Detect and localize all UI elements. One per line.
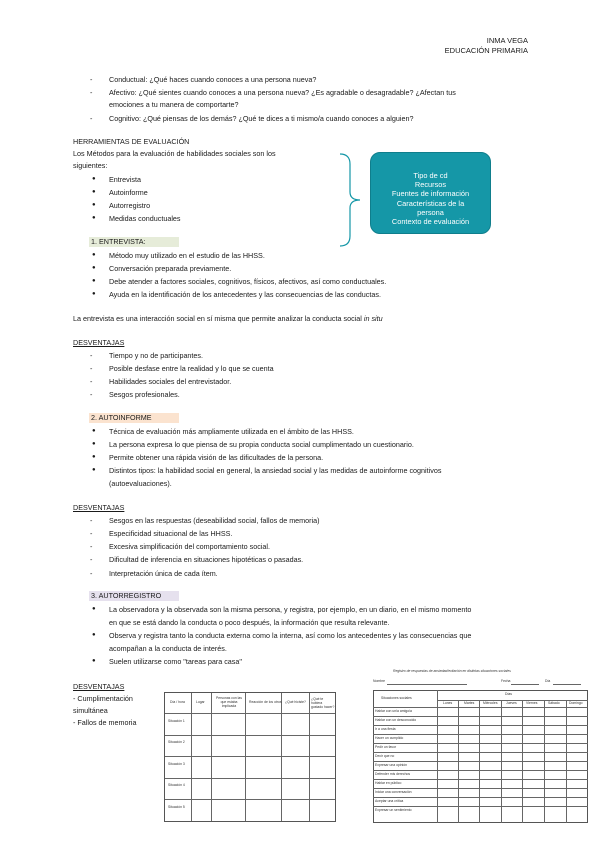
- curly-brace-icon: [338, 152, 362, 248]
- table-row: Situación 1: [168, 719, 185, 723]
- list-item: Sesgos profesionales.: [109, 390, 180, 399]
- table-row: Expresar un sentimiento: [375, 808, 412, 812]
- entrevista-note: [73, 315, 383, 322]
- table-rule: [165, 778, 335, 779]
- bullet-icon: ●: [92, 176, 96, 182]
- table-rule: [501, 700, 502, 823]
- day-header: Viernes: [526, 701, 538, 705]
- top-item-cognitivo: Cognitivo: ¿Qué piensas de los demás? ¿Qué te dices a ti mismo/a cuando conoces a alguien?: [109, 114, 414, 123]
- day-header: Miércoles: [483, 701, 498, 705]
- bullet-icon: ●: [92, 215, 96, 221]
- table-row: Hablar con un/a amigo/a: [375, 709, 412, 713]
- table-row: Decir que no: [375, 754, 395, 758]
- list-item: - Fallos de memoria: [73, 718, 137, 727]
- header-subject: EDUCACIÓN PRIMARIA: [444, 46, 528, 55]
- list-item: - Cumplimentación: [73, 694, 133, 703]
- list-item: Sesgos en las respuestas (deseabilidad social, fallos de memoria): [109, 516, 320, 525]
- desventajas-title: DESVENTAJAS: [73, 682, 125, 691]
- list-item: Especificidad situacional de las HHSS.: [109, 529, 233, 538]
- table-rule: [191, 693, 192, 821]
- table-row: Hacer un cumplido: [375, 736, 404, 740]
- bubble-line: Tipo de cd: [413, 171, 448, 180]
- anxiety-register-table: [373, 670, 588, 824]
- bullet-icon: ●: [92, 428, 96, 434]
- table-row: Iniciar una conversación: [375, 790, 412, 794]
- dash-marker: -: [90, 75, 93, 84]
- table-row: Defender mis derechos: [375, 772, 411, 776]
- table-rule: [211, 693, 212, 821]
- table-row: Situación 2: [168, 740, 185, 744]
- list-item: Dificultad de inferencia en situaciones hipotéticas o pasadas.: [109, 555, 304, 564]
- list-item: La persona expresa lo que piensa de su propia conducta social cumplimentado un cuestionario.: [109, 440, 414, 449]
- bullet-icon: ●: [92, 278, 96, 284]
- list-item: simultánea: [73, 706, 108, 715]
- table-rule: [544, 700, 545, 823]
- section-heading-autorregistro: 3. AUTORREGISTRO: [89, 591, 179, 601]
- bubble-line: Recursos: [414, 180, 447, 190]
- bubble-line: Características de la: [396, 198, 465, 208]
- table-rule: [522, 700, 523, 823]
- bullet-icon: ●: [92, 441, 96, 447]
- dash-marker: -: [90, 377, 93, 386]
- list-item: Interpretación única de cada ítem.: [109, 569, 218, 578]
- table-header: Personas con las que estaba implicada: [215, 696, 242, 708]
- table-header: Reacción de los otros: [249, 700, 282, 704]
- table-rule: [309, 693, 310, 821]
- list-item: Autorregistro: [109, 201, 151, 210]
- list-item: Debe atender a factores sociales, cognitivos, físicos, afectivos, así como conductuales.: [109, 277, 387, 286]
- table-rule: [281, 693, 282, 821]
- table-rule: [165, 735, 335, 736]
- list-item: Tiempo y no de participantes.: [109, 351, 204, 360]
- table-rule: [165, 756, 335, 757]
- day-header: Jueves: [506, 701, 517, 705]
- section-title-herramientas: HERRAMIENTAS DE EVALUACIÓN: [73, 137, 190, 146]
- table-header: Lugar: [196, 700, 205, 704]
- table-row: Situación 4: [168, 783, 185, 787]
- list-item: Excesiva simplificación del comportamiento social.: [109, 542, 270, 551]
- dash-marker: -: [90, 88, 93, 97]
- bullet-icon: ●: [92, 189, 96, 195]
- table-title: Registro de respuestas de ansiedad/evitación en distintas situaciones sociales: [393, 669, 511, 673]
- bullet-icon: ●: [92, 202, 96, 208]
- list-item: La observadora y la observada son la misma persona, y registra, por ejemplo, en un diario, en el mismo momento: [109, 605, 472, 614]
- list-item: Observa y registra tanto la conducta externa como la interna, así como los antecedentes y las consecuencias que: [109, 631, 472, 640]
- table-field: Fecha: [501, 679, 511, 683]
- bullet-icon: ●: [92, 252, 96, 258]
- list-item: Habilidades sociales del entrevistador.: [109, 377, 232, 386]
- table-rule: [458, 700, 459, 823]
- list-item: Suelen utilizarse como "tareas para casa": [109, 657, 242, 666]
- top-item-afectivo-cont: emociones a tu manera de comportarte?: [109, 100, 239, 109]
- dash-marker: -: [90, 364, 93, 373]
- list-item: Ayuda en la identificación de los antecedentes y las consecuencias de las conductas.: [109, 290, 381, 299]
- day-header: Sábado: [548, 701, 560, 705]
- list-item: Medidas conductuales: [109, 214, 181, 223]
- desventajas-title: DESVENTAJAS: [73, 338, 125, 347]
- bullet-icon: ●: [92, 467, 96, 473]
- list-item: Autoinforme: [109, 188, 148, 197]
- list-item-cont: (autoevaluaciones).: [109, 479, 172, 488]
- dash-marker: -: [90, 555, 93, 564]
- section-heading-entrevista: 1. ENTREVISTA:: [89, 237, 179, 247]
- desventajas-title: DESVENTAJAS: [73, 503, 125, 512]
- dash-marker: -: [90, 516, 93, 525]
- herramientas-intro-cont: siguientes:: [73, 161, 108, 170]
- list-item-cont: acompañan a la conducta de interés.: [109, 644, 227, 653]
- dash-marker: -: [90, 114, 93, 123]
- list-item: Entrevista: [109, 175, 141, 184]
- bubble-line: persona: [417, 207, 444, 217]
- table-row: Hablar en público: [375, 781, 402, 785]
- dash-marker: -: [90, 529, 93, 538]
- bullet-icon: ●: [92, 454, 96, 460]
- section-heading-autoinforme: 2. AUTOINFORME: [89, 413, 179, 423]
- evaluation-factors-box: [370, 152, 491, 234]
- table-rule: [437, 690, 438, 823]
- dash-marker: -: [90, 351, 93, 360]
- table-row: Situación 3: [168, 762, 185, 766]
- list-item: Método muy utilizado en el estudio de las HHSS.: [109, 251, 265, 260]
- list-item: Conversación preparada previamente.: [109, 264, 232, 273]
- table-header: Día / hora: [170, 700, 185, 704]
- table-row: Pedir un favor: [375, 745, 397, 749]
- day-header: Lunes: [443, 701, 453, 705]
- document-header: [445, 36, 528, 56]
- table-rule: [566, 700, 567, 823]
- list-item: Técnica de evaluación más ampliamente utilizada en el ámbito de las HHSS.: [109, 427, 354, 436]
- bullet-icon: ●: [92, 265, 96, 271]
- dash-marker: -: [90, 390, 93, 399]
- day-header: Domingo: [569, 701, 583, 705]
- col-header: Situaciones sociales: [381, 696, 412, 700]
- table-row: Aceptar una crítica: [375, 799, 404, 803]
- table-row: Situación 5: [168, 805, 185, 809]
- table-rule: [165, 799, 335, 800]
- bullet-icon: ●: [92, 632, 96, 638]
- list-item: Posible desfase entre la realidad y lo que se cuenta: [109, 364, 274, 373]
- table-row: Ir a una fiesta: [375, 727, 396, 731]
- bullet-icon: ●: [92, 658, 96, 664]
- day-header: Martes: [464, 701, 475, 705]
- top-item-conductual: Conductual: ¿Qué haces cuando conoces a una persona nueva?: [109, 75, 317, 84]
- table-row: Expresar una opinión: [375, 763, 408, 767]
- top-item-afectivo: Afectivo: ¿Qué sientes cuando conoces a una persona nueva? ¿Es agradable o desagradable? ¿Afectan tus: [109, 88, 456, 97]
- bullet-icon: ●: [92, 606, 96, 612]
- list-item-cont: en que se está dando la conducta o poco después, la información que resulta relevante.: [109, 618, 390, 627]
- table-rule: [479, 700, 480, 823]
- dash-marker: -: [90, 542, 93, 551]
- table-field: Día: [545, 679, 551, 683]
- table-row: Hablar con un desconocido: [375, 718, 417, 722]
- bubble-line: Contexto de evaluación: [391, 217, 470, 227]
- list-item: Distintos tipos: la habilidad social en general, la ansiedad social y las medidas de autoinforme cognitivos: [109, 466, 442, 475]
- list-item: Permite obtener una rápida visión de las dificultades de la persona.: [109, 453, 324, 462]
- autorregistro-table: [164, 692, 336, 822]
- header-name: INMA VEGA: [486, 36, 528, 45]
- table-field: Nombre: [373, 679, 386, 683]
- herramientas-intro: Los Métodos para la evaluación de habilidades sociales son los: [73, 149, 276, 158]
- table-rule: [373, 707, 588, 708]
- table-header: ¿Qué te hubiera gustado hacer?: [311, 697, 335, 709]
- table-header: ¿Qué hiciste?: [285, 700, 306, 704]
- bubble-line: Fuentes de información: [391, 189, 470, 199]
- days-group-label: Días: [505, 692, 512, 696]
- bullet-icon: ●: [92, 291, 96, 297]
- table-rule: [245, 693, 246, 821]
- dash-marker: -: [90, 569, 93, 578]
- note-italic: in situ: [363, 314, 383, 323]
- note-text: La entrevista es una interacción social en sí misma que permite analizar la conducta social: [73, 314, 364, 323]
